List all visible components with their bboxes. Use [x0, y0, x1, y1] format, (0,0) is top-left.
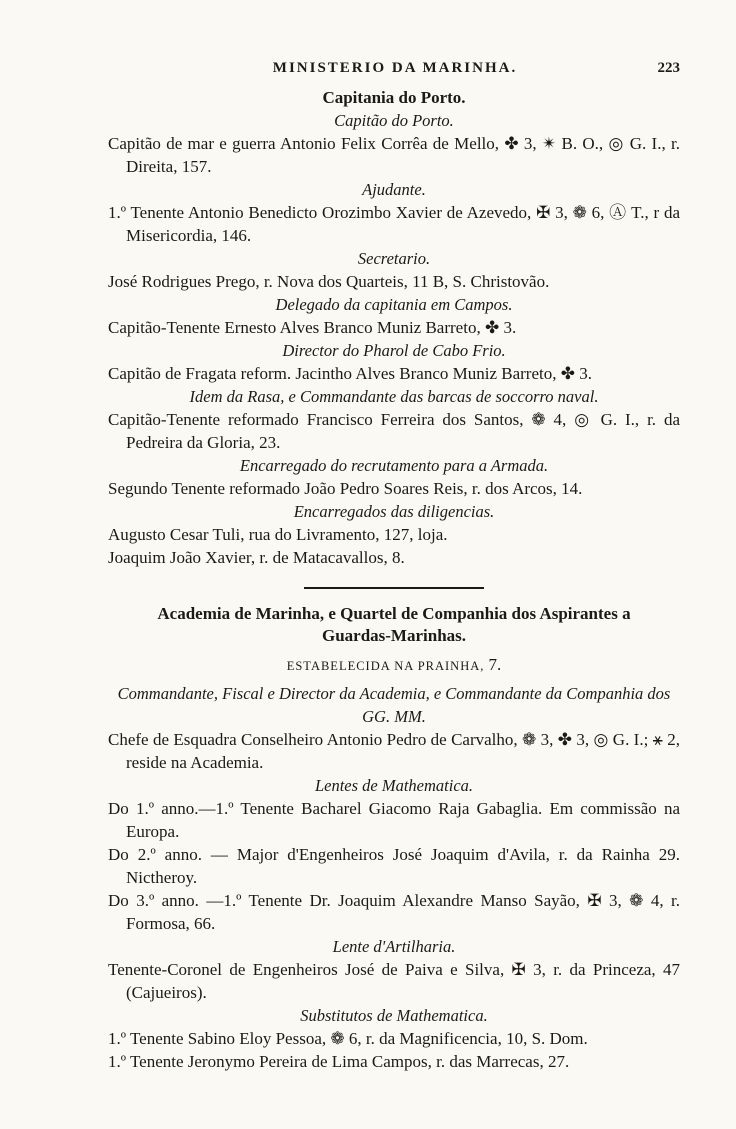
role-heading: Idem da Rasa, e Commandante das barcas de soccorro naval. [189, 387, 599, 406]
running-head: MINISTERIO DA MARINHA. [272, 60, 518, 76]
role-heading: Encarregados das diligencias. [293, 502, 495, 521]
section-title-line: Guardas-Marinhas. [321, 626, 467, 645]
entry: Augusto Cesar Tuli, rua do Livramento, 127, loja. [108, 525, 448, 544]
entry: Capitão-Tenente reformado Francisco Ferreira dos Santos, ❁ 4, ◎ G. I., r. da Pedreira da Gloria, 23. [108, 410, 680, 452]
section-title-capitania: Capitania do Porto. [322, 88, 466, 107]
section-divider [304, 587, 484, 589]
role-heading: Capitão do Porto. [334, 111, 454, 130]
established-label: ESTABELECIDA NA PRAINHA, [286, 659, 485, 673]
entry: Chefe de Esquadra Conselheiro Antonio Pedro de Carvalho, ❁ 3, ✤ 3, ◎ G. I.; ⚹ 2, reside na Academia. [108, 730, 680, 772]
entry: Do 2.º anno. — Major d'Engenheiros José Joaquim d'Avila, r. da Rainha 29. Nictheroy. [108, 845, 680, 887]
entry: 1.º Tenente Sabino Eloy Pessoa, ❁ 6, r. da Magnificencia, 10, S. Dom. [108, 1029, 588, 1048]
entry: Capitão-Tenente Ernesto Alves Branco Muniz Barreto, ✤ 3. [108, 318, 517, 337]
established-number: 7. [488, 655, 502, 674]
section-title-line: Academia de Marinha, e Quartel de Companhia dos Aspirantes a [157, 604, 631, 623]
role-heading: Lentes de Mathematica. [314, 776, 474, 795]
role-heading: Commandante, Fiscal e Director da Academia, e Commandante da Companhia dos GG. MM. [117, 684, 671, 726]
entry: 1.º Tenente Antonio Benedicto Orozimbo Xavier de Azevedo, ✠ 3, ❁ 6, Ⓐ T., r da Misericordia, 146. [108, 203, 680, 245]
page-header [110, 60, 680, 84]
established-line [108, 653, 680, 678]
role-heading: Encarregado do recrutamento para a Armada. [239, 456, 549, 475]
role-heading: Lente d'Artilharia. [332, 937, 456, 956]
entry: Do 1.º anno.—1.º Tenente Bacharel Giacomo Raja Gabaglia. Em commissão na Europa. [108, 799, 680, 841]
role-heading: Ajudante. [362, 180, 426, 199]
page-number: 223 [657, 60, 680, 76]
role-heading: Substitutos de Mathematica. [300, 1006, 488, 1025]
entry: José Rodrigues Prego, r. Nova dos Quarteis, 11 B, S. Christovão. [108, 272, 550, 291]
entry: Joaquim João Xavier, r. de Matacavallos, 8. [108, 548, 405, 567]
page-content [108, 86, 680, 1073]
role-heading: Secretario. [357, 249, 431, 268]
role-heading: Director do Pharol de Cabo Frio. [282, 341, 506, 360]
entry: Do 3.º anno. —1.º Tenente Dr. Joaquim Alexandre Manso Sayão, ✠ 3, ❁ 4, r. Formosa, 66. [108, 891, 680, 933]
entry: Segundo Tenente reformado João Pedro Soares Reis, r. dos Arcos, 14. [108, 479, 583, 498]
role-heading: Delegado da capitania em Campos. [275, 295, 513, 314]
entry: Tenente-Coronel de Engenheiros José de Paiva e Silva, ✠ 3, r. da Princeza, 47 (Cajueiros). [108, 960, 680, 1002]
entry: Capitão de Fragata reform. Jacintho Alves Branco Muniz Barreto, ✤ 3. [108, 364, 592, 383]
entry: 1.º Tenente Jeronymo Pereira de Lima Campos, r. das Marrecas, 27. [108, 1052, 570, 1071]
entry: Capitão de mar e guerra Antonio Felix Corrêa de Mello, ✤ 3, ✴ B. O., ◎ G. I., r. Direita, 157. [108, 134, 680, 176]
section-title-academia [108, 603, 680, 647]
